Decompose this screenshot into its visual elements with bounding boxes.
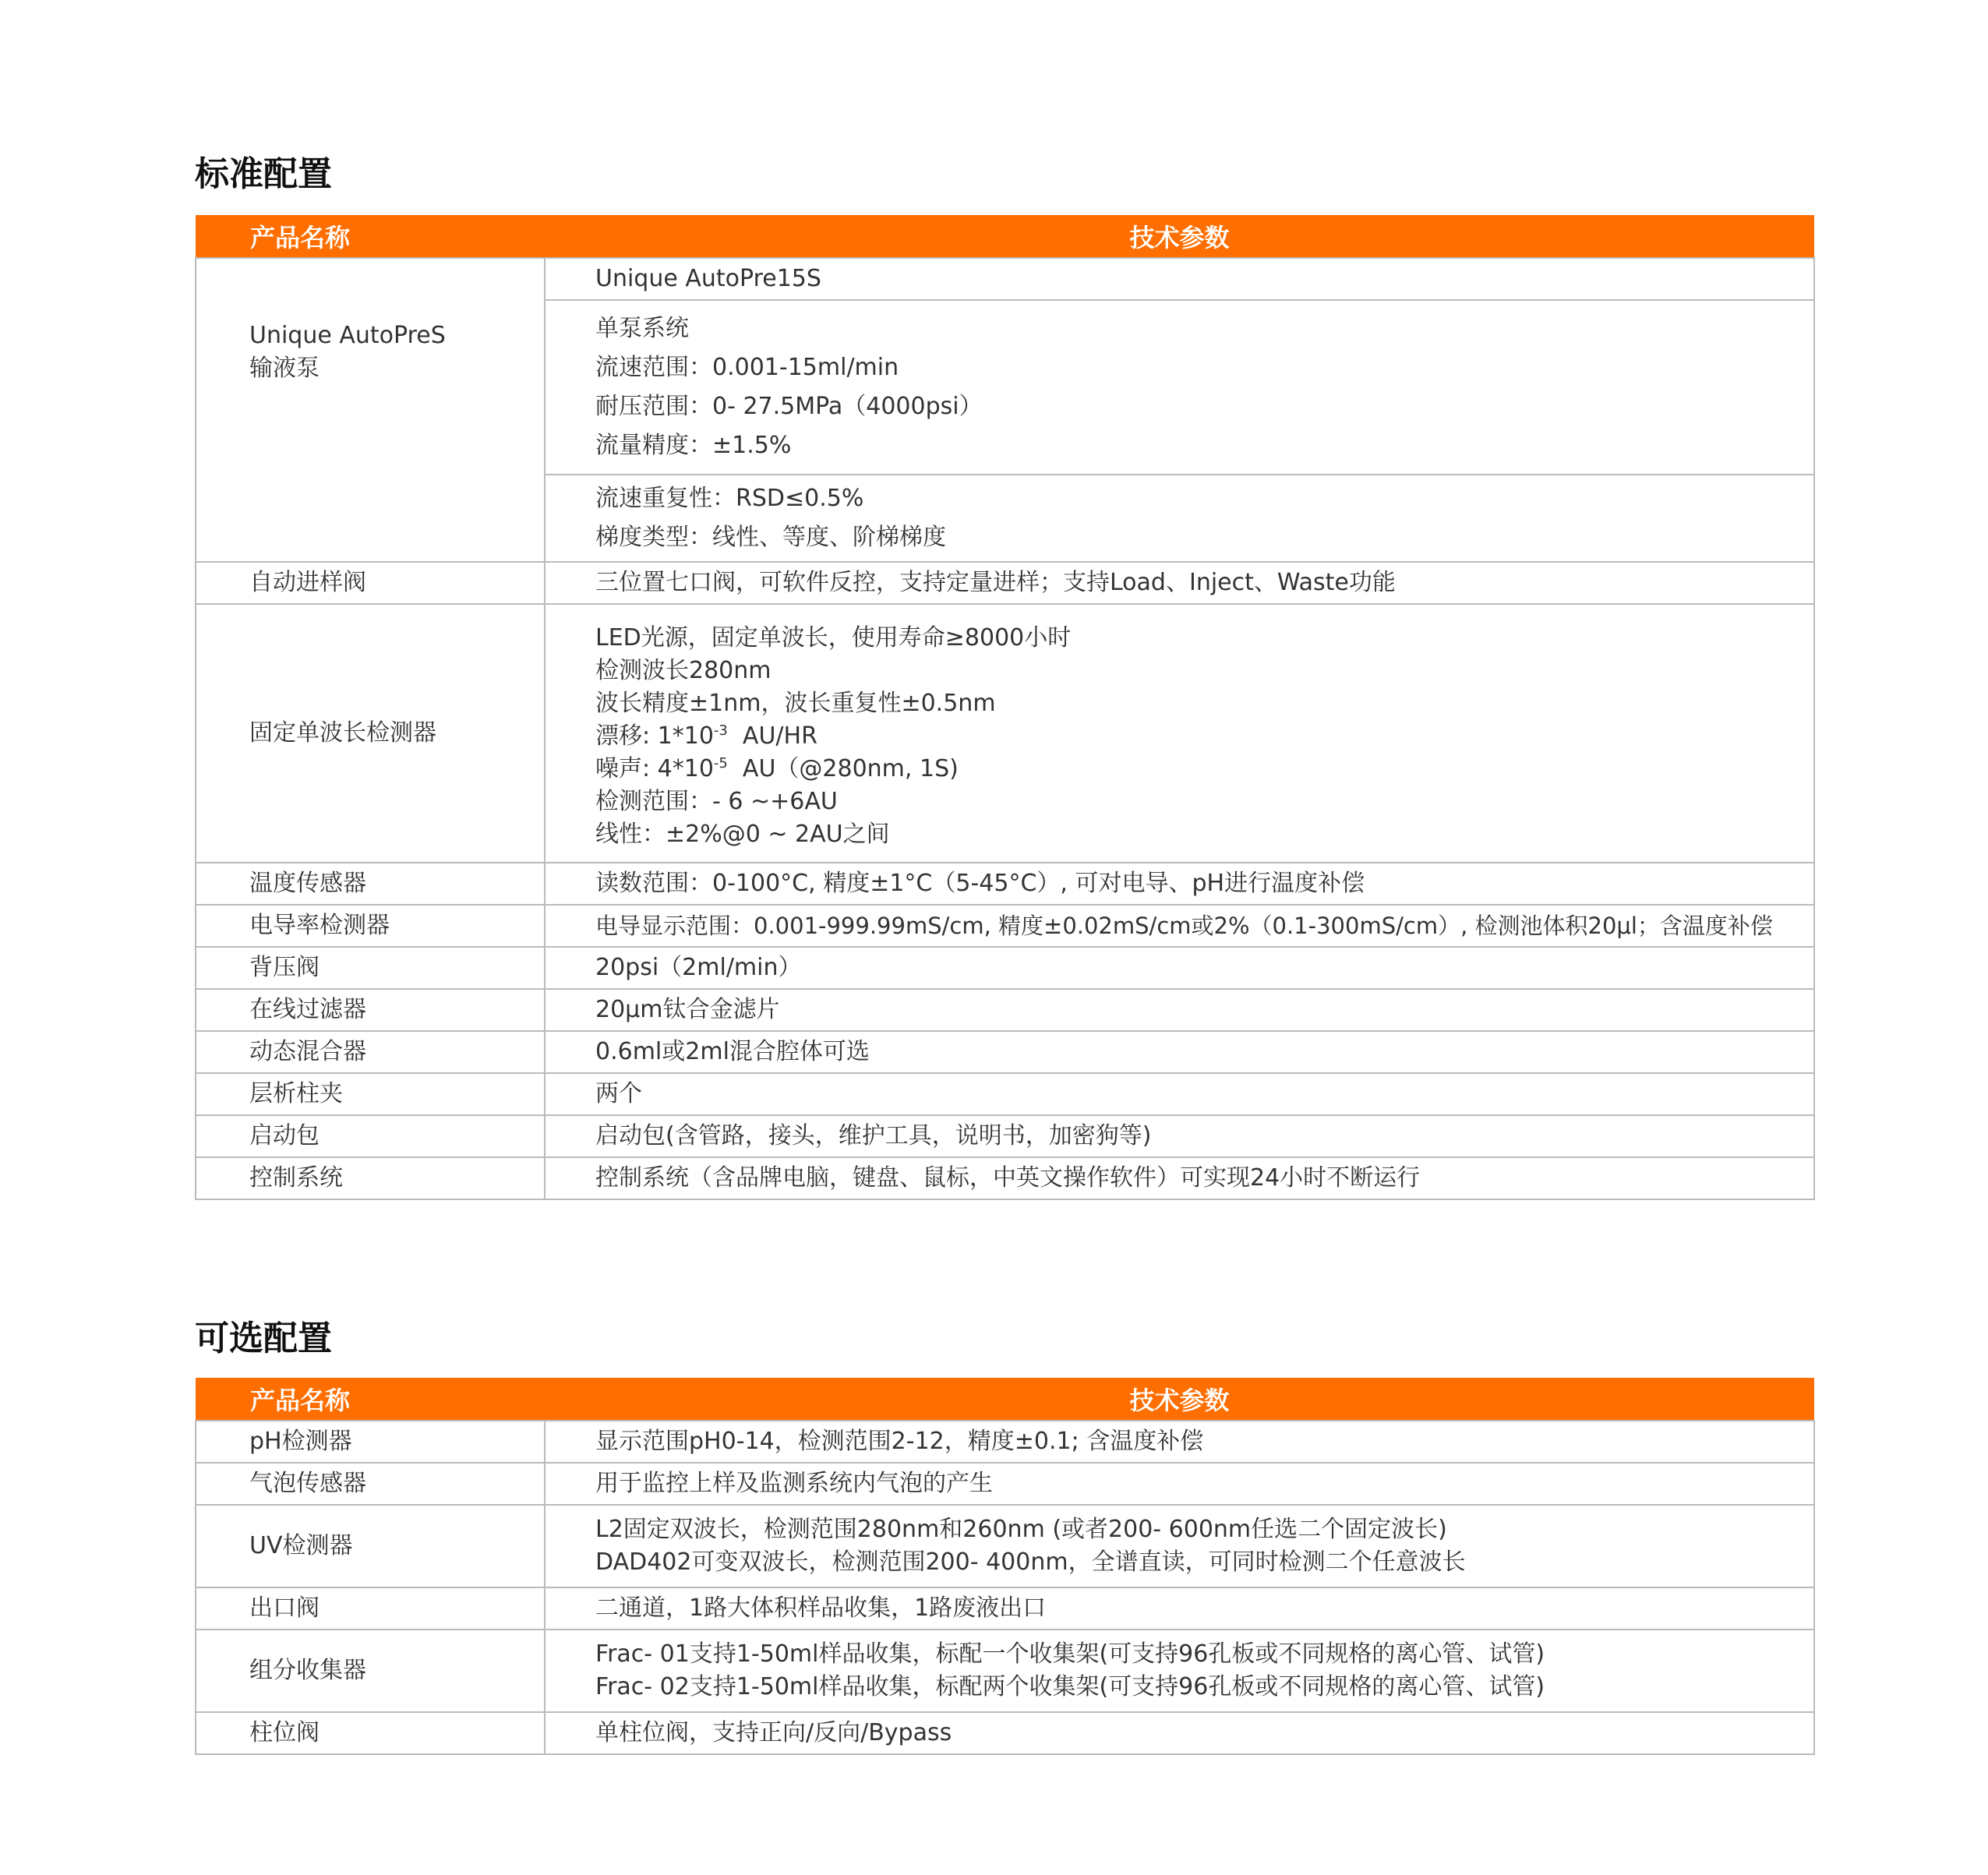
fraction-spec-line: Frac- 02支持1-50ml样品收集，标配两个收集架(可支持96孔板或不同规格的离心管、试管) <box>595 1673 1545 1700</box>
uv-spec-line: DAD402可变双波长，检测范围200- 400nm，全谱直读，可同时检测二个任意波长 <box>595 1548 1466 1576</box>
standard-config-title: 标准配置 <box>195 154 332 194</box>
ph-detector-name: pH检测器 <box>196 1421 545 1463</box>
uv-detector-name: UV检测器 <box>196 1505 545 1587</box>
row-name: 动态混合器 <box>196 1031 545 1073</box>
detector-spec-line: 波长精度±1nm，波长重复性±0.5nm <box>595 690 996 717</box>
bubble-sensor-name: 气泡传感器 <box>196 1463 545 1505</box>
table-row <box>196 1463 1814 1505</box>
optional-config-title: 可选配置 <box>195 1319 332 1358</box>
pump-name-cell <box>196 258 545 562</box>
table-header-row <box>196 1378 1814 1421</box>
outlet-valve-name: 出口阀 <box>196 1587 545 1630</box>
row-name: 电导率检测器 <box>196 905 545 947</box>
table-row <box>196 562 1814 604</box>
drift-exponent: -3 <box>713 722 728 739</box>
row-name: 层析柱夹 <box>196 1073 545 1115</box>
uv-detector-spec <box>545 1505 1814 1587</box>
injector-spec: 三位置七口阀，可软件反控，支持定量进样；支持Load、Inject、Waste功能 <box>545 562 1814 604</box>
pump-spec-block-2 <box>545 475 1814 562</box>
pump-spec-line: 流速重复性：RSD≤0.5% <box>595 485 864 512</box>
bubble-sensor-spec: 用于监控上样及监测系统内气泡的产生 <box>545 1463 1814 1505</box>
table-row <box>196 1587 1814 1630</box>
noise-label: 噪声: 4*10 <box>595 755 714 782</box>
pump-spec-block-1 <box>545 300 1814 475</box>
detector-drift-line <box>595 720 1813 753</box>
row-spec: 两个 <box>545 1073 1814 1115</box>
detector-spec-line: 线性：±2%@0 ~ 2AU之间 <box>595 821 890 848</box>
detector-name: 固定单波长检测器 <box>196 604 545 863</box>
row-spec: 启动包(含管路，接头，维护工具，说明书，加密狗等) <box>545 1115 1814 1157</box>
detector-spec-cell <box>545 604 1814 863</box>
drift-label: 漂移: 1*10 <box>595 722 714 750</box>
ph-detector-spec: 显示范围pH0-14，检测范围2-12，精度±0.1; 含温度补偿 <box>545 1421 1814 1463</box>
row-spec: 控制系统（含品牌电脑，键盘、鼠标，中英文操作软件）可实现24小时不断运行 <box>545 1157 1814 1199</box>
pump-spec-line: 单泵系统 <box>595 315 689 342</box>
noise-unit: AU（@280nm, 1S) <box>727 755 959 782</box>
detector-spec-line: 检测范围：- 6 ~+6AU <box>595 788 838 815</box>
table-row <box>196 1073 1814 1115</box>
noise-exponent: -5 <box>713 755 728 772</box>
row-name: 在线过滤器 <box>196 989 545 1031</box>
table-row <box>196 989 1814 1031</box>
row-spec: 电导显示范围：0.001-999.99mS/cm, 精度±0.02mS/cm或2%（0.1-300mS/cm）, 检测池体积20μl；含温度补偿 <box>545 905 1814 947</box>
row-spec: 0.6ml或2ml混合腔体可选 <box>545 1031 1814 1073</box>
table-row <box>196 1630 1814 1712</box>
table-row <box>196 1505 1814 1587</box>
table-row <box>196 1157 1814 1199</box>
table-row <box>196 1115 1814 1157</box>
table-row <box>196 1031 1814 1073</box>
row-name: 温度传感器 <box>196 863 545 905</box>
row-name: 启动包 <box>196 1115 545 1157</box>
row-name: 控制系统 <box>196 1157 545 1199</box>
column-valve-spec: 单柱位阀，支持正向/反向/Bypass <box>545 1712 1814 1754</box>
row-name: 背压阀 <box>196 947 545 989</box>
uv-spec-line: L2固定双波长，检测范围280nm和260nm (或者200- 600nm任选二个固定波长) <box>595 1516 1447 1543</box>
detector-spec-line: LED光源，固定单波长，使用寿命≥8000小时 <box>595 624 1072 651</box>
column-valve-name: 柱位阀 <box>196 1712 545 1754</box>
table-row <box>196 863 1814 905</box>
pump-model-cell: Unique AutoPre15S <box>545 258 1814 300</box>
table-row <box>196 905 1814 947</box>
table-header-row <box>196 215 1814 258</box>
pump-name: 输液泵 <box>249 355 320 382</box>
fraction-spec-line: Frac- 01支持1-50ml样品收集，标配一个收集架(可支持96孔板或不同规格的离心管、试管) <box>595 1640 1545 1668</box>
detector-spec-line: 检测波长280nm <box>595 657 772 684</box>
pump-spec-line: 梯度类型：线性、等度、阶梯梯度 <box>595 524 946 551</box>
fraction-collector-name: 组分收集器 <box>196 1630 545 1712</box>
pump-spec-line: 流速范围：0.001-15ml/min <box>595 354 899 381</box>
header-product-name: 产品名称 <box>196 1378 545 1421</box>
header-tech-spec: 技术参数 <box>545 215 1814 258</box>
table-row <box>196 604 1814 863</box>
optional-config-table <box>195 1378 1815 1755</box>
table-row <box>196 258 1814 300</box>
header-tech-spec: 技术参数 <box>545 1378 1814 1421</box>
row-spec: 读数范围：0-100°C, 精度±1°C（5-45°C）, 可对电导、pH进行温度补偿 <box>545 863 1814 905</box>
pump-spec-line: 流量精度：±1.5% <box>595 432 792 459</box>
detector-noise-line <box>595 753 1813 786</box>
injector-name: 自动进样阀 <box>196 562 545 604</box>
row-spec: 20μm钛合金滤片 <box>545 989 1814 1031</box>
drift-unit: AU/HR <box>727 722 817 750</box>
pump-model-name: Unique AutoPreS <box>249 322 446 349</box>
row-spec: 20psi（2ml/min） <box>545 947 1814 989</box>
header-product-name: 产品名称 <box>196 215 545 258</box>
standard-config-table <box>195 215 1815 1200</box>
table-row <box>196 1421 1814 1463</box>
outlet-valve-spec: 二通道，1路大体积样品收集，1路废液出口 <box>545 1587 1814 1630</box>
pump-spec-line: 耐压范围：0- 27.5MPa（4000psi） <box>595 393 983 420</box>
table-row <box>196 1712 1814 1754</box>
fraction-collector-spec <box>545 1630 1814 1712</box>
table-row <box>196 947 1814 989</box>
